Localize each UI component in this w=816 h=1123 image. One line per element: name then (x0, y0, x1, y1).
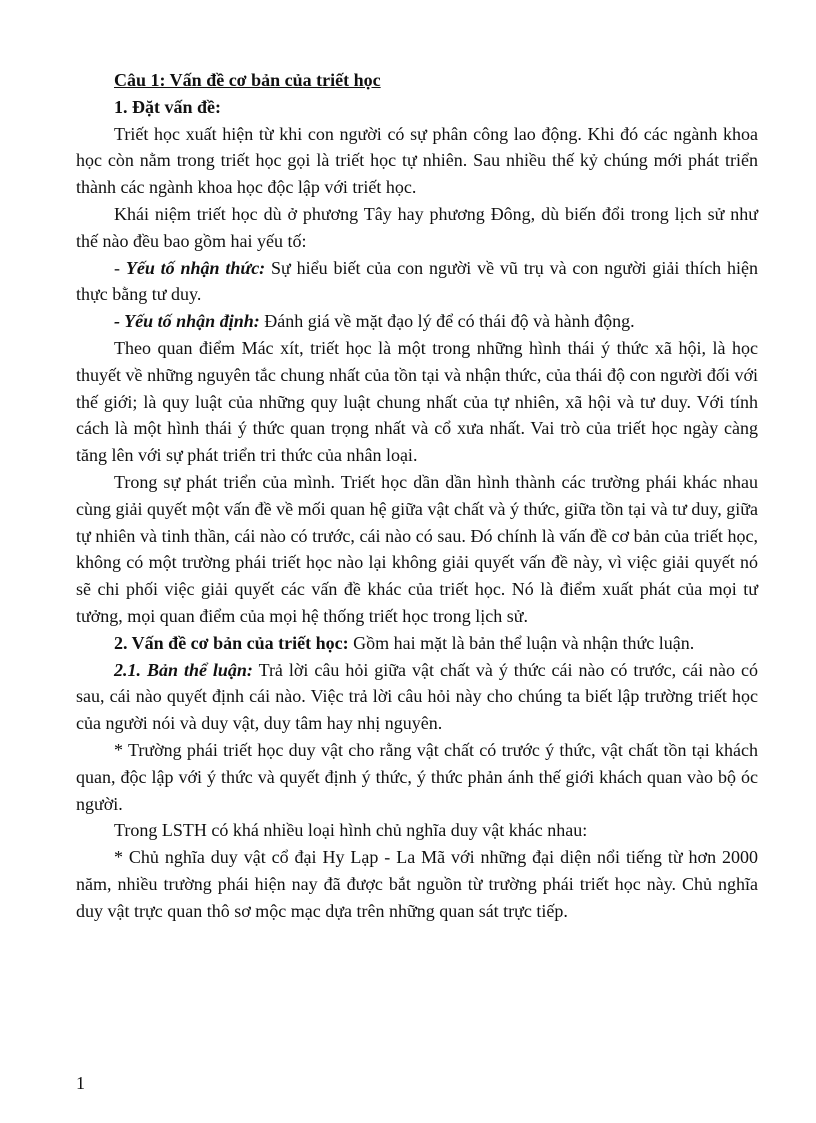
paragraph-ancient-materialism: * Chủ nghĩa duy vật cổ đại Hy Lạp - La Mã với những đại diện nổi tiếng từ hơn 2000 năm, nhiều trường phái hiện nay đã được bắt nguồn từ trường phái triết học này. Chủ nghĩa duy vật trực quan thô sơ mộc mạc dựa trên những quan sát trực tiếp. (76, 847, 758, 921)
list-item-judgement-lead: - Yếu tố nhận định: (114, 311, 260, 332)
question-title: Câu 1: Vấn đề cơ bản của triết học (114, 70, 381, 90)
subsection-2-1-text: Trả lời câu hỏi giữa vật chất và ý thức cái nào có trước, cái nào có sau, cái nào quyết định cái nào. Việc trả lời câu hỏi này cho chúng ta biết lập trường triết học của người nói và duy vật, duy tâm hay nhị nguyên. (76, 659, 758, 734)
list-item-judgement (76, 308, 758, 335)
section-2-heading: 2. Vấn đề cơ bản của triết học: (114, 632, 349, 653)
paragraph-development: Trong sự phát triển của mình. Triết học dần dần hình thành các trường phái khác nhau cùng giải quyết một vấn đề về mối quan hệ giữa vật chất và ý thức, giữa tồn tại và tư duy, giữa tự nhiên và tinh thần, cái nào có trước, cái nào có sau. Đó chính là vấn đề cơ bản của triết học, không có một trường phái triết học nào lại không giải quyết vấn đề này, vì việc giải quyết nó sẽ chi phối việc giải quyết các vấn đề khác của triết học. Nó là điểm xuất phát của mọi tư tưởng, mọi quan điểm của mọi hệ thống triết học trong lịch sử. (76, 471, 758, 626)
list-item-cognition-text: Sự hiểu biết của con người về vũ trụ và con người giải thích hiện thực bằng tư duy. (76, 257, 759, 305)
paragraph-marxist-view: Theo quan điểm Mác xít, triết học là một trong những hình thái ý thức xã hội, là học thuyết về những nguyên tắc chung nhất của tồn tại và nhận thức, của thái độ con người đối với thế giới; là quy luật của những quy luật chung nhất của tự nhiên, xã hội và tư duy. Với tính cách là một hình thái ý thức quan trọng nhất và cổ xưa nhất. Vai trò của triết học ngày càng tăng lên với sự phát triển tri thức của nhân loại. (76, 337, 758, 466)
section-2-paragraph (76, 630, 758, 657)
page-number: 1 (76, 1073, 85, 1093)
section-1-heading: 1. Đặt vấn đề: (114, 96, 221, 117)
page-content (76, 67, 758, 925)
subsection-2-1-paragraph (76, 657, 758, 737)
list-item-prefix: - (114, 257, 126, 278)
list-item-judgement-text: Đánh giá về mặt đạo lý để có thái độ và hành động. (259, 311, 635, 332)
list-item-cognition-lead: Yếu tố nhận thức: (125, 257, 266, 278)
section-2-text: Gồm hai mặt là bản thể luận và nhận thức luận. (348, 632, 695, 653)
subsection-2-1-heading: 2.1. Bản thể luận: (114, 659, 253, 680)
list-item-cognition (76, 255, 758, 309)
paragraph-concept: Khái niệm triết học dù ở phương Tây hay phương Đông, dù biến đổi trong lịch sử như thế nào đều bao gồm hai yếu tố: (76, 203, 758, 251)
paragraph-lsth: Trong LSTH có khá nhiều loại hình chủ nghĩa duy vật khác nhau: (114, 820, 588, 841)
paragraph-materialism: * Trường phái triết học duy vật cho rằng vật chất có trước ý thức, vật chất tồn tại khách quan, độc lập với ý thức và quyết định ý thức, ý thức phản ánh thế giới khách quan vào bộ óc người. (76, 739, 758, 814)
paragraph-intro: Triết học xuất hiện từ khi con người có sự phân công lao động. Khi đó các ngành khoa học còn nằm trong triết học gọi là triết học tự nhiên. Sau nhiều thế kỷ chúng mới phát triển thành các ngành khoa học độc lập với triết học. (76, 123, 758, 198)
